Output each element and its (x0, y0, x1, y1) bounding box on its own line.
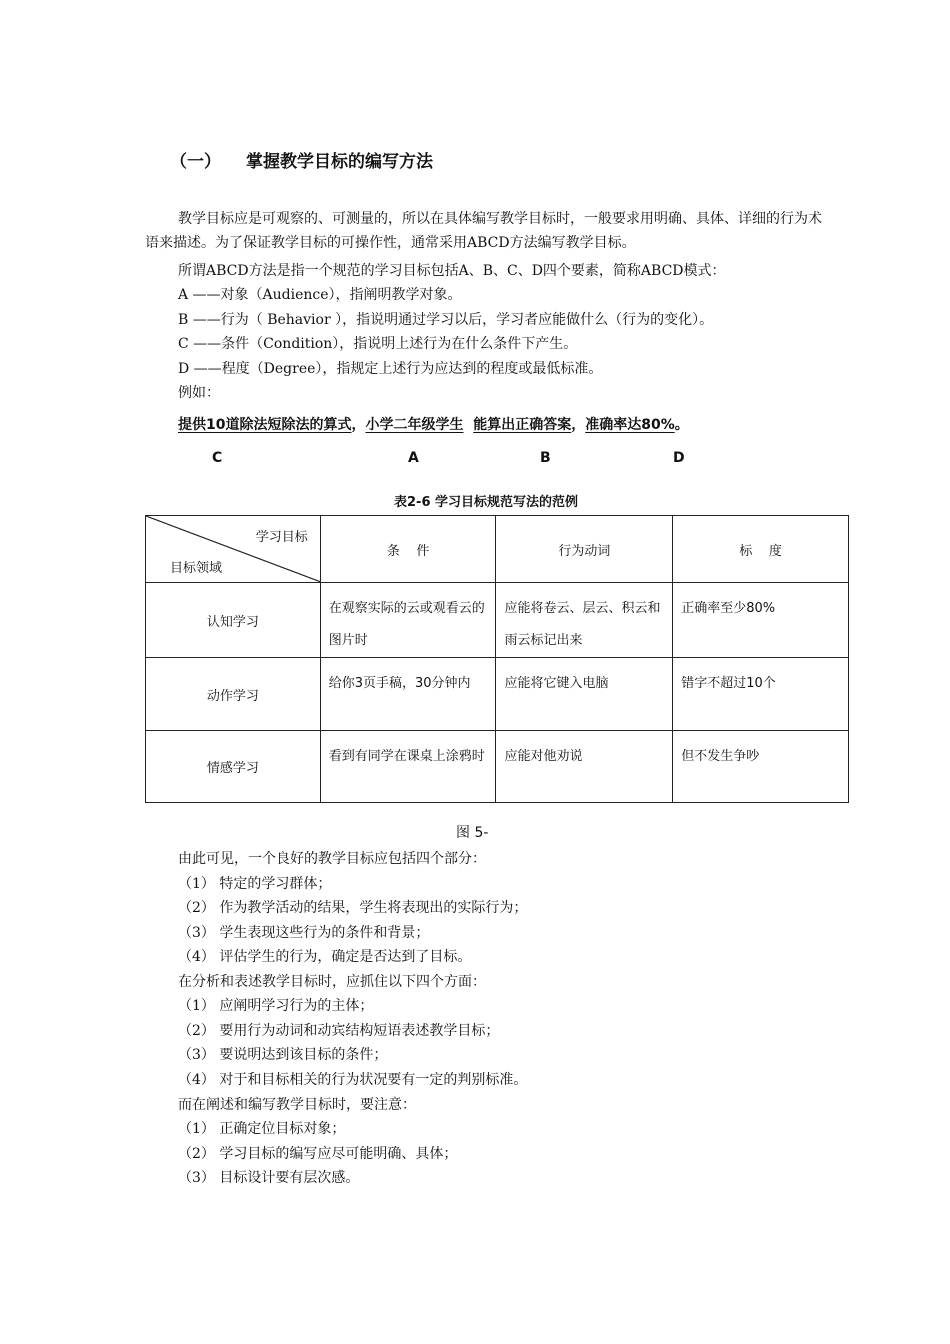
list-item: （2） 作为教学活动的结果，学生将表现出的实际行为； (178, 900, 528, 916)
example-part-d: 准确率达80% (585, 417, 675, 433)
list-item: （4） 对于和目标相关的行为状况要有一定的判别标准。 (178, 1072, 528, 1088)
row-behavior: 应能将它键入电脑 (496, 658, 673, 731)
abcd-item-c: C ——条件（Condition），指说明上述行为在什么条件下产生。 (178, 336, 578, 352)
figure-caption: 图 5- (456, 825, 489, 841)
letter-d: D (673, 450, 685, 466)
example-part-a: 小学二年级学生 (365, 417, 464, 433)
row-domain: 情感学习 (146, 731, 321, 803)
list-item: （2） 学习目标的编写应尽可能明确、具体； (178, 1146, 458, 1162)
abcd-item-b: B ——行为（ Behavior ），指说明通过学习以后，学习者应能做什么（行为的变化）。 (178, 312, 714, 328)
list-item: （3） 目标设计要有层次感。 (178, 1170, 360, 1186)
intro-paragraph: 教学目标应是可观察的、可测量的，所以在具体编写教学目标时，一般要求用明确、具体、详细的行为术语来描述。为了保证教学目标的可操作性，通常采用ABCD方法编写教学目标。 (145, 211, 822, 251)
row-degree: 正确率至少80% (673, 583, 849, 658)
abcd-intro: 所谓ABCD方法是指一个规范的学习目标包括A、B、C、D四个要素，简称ABCD模式： (178, 263, 726, 279)
header-top-label: 学习目标 (255, 530, 308, 545)
example-sep: ， (571, 417, 586, 433)
row-behavior: 应能对他劝说 (496, 731, 673, 803)
column-header-behavior: 行为动词 (496, 516, 673, 583)
example-sentence (178, 414, 689, 434)
list-item: （4） 评估学生的行为，确定是否达到了目标。 (178, 949, 472, 965)
row-condition: 看到有同学在课桌上涂鸦时 (320, 731, 496, 803)
example-part-c: 提供10道除法短除法的算式 (178, 417, 352, 433)
example-part-b: 能算出正确答案 (473, 417, 572, 433)
list-item: （1） 正确定位目标对象； (178, 1121, 346, 1137)
section-intro: 在分析和表述教学目标时，应抓住以下四个方面： (178, 974, 486, 990)
list-item: （1） 应阐明学习行为的主体； (178, 998, 374, 1014)
goal-table (145, 515, 849, 803)
example-label: 例如： (178, 385, 220, 401)
letter-c: C (212, 450, 223, 466)
section-intro: 由此可见，一个良好的教学目标应包括四个部分： (178, 851, 486, 867)
example-end: 。 (674, 417, 689, 433)
list-item: （2） 要用行为动词和动宾结构短语表述教学目标； (178, 1023, 500, 1039)
heading-title: 掌握教学目标的编写方法 (246, 152, 433, 172)
table-header-row (146, 516, 849, 583)
section-intro: 而在阐述和编写教学目标时，要注意： (178, 1097, 416, 1113)
row-condition: 给你3页手稿，30分钟内 (320, 658, 496, 731)
row-behavior: 应能将卷云、层云、积云和雨云标记出来 (496, 583, 673, 658)
column-header-degree: 标 度 (673, 516, 849, 583)
row-degree: 但不发生争吵 (673, 731, 849, 803)
table-row (146, 658, 849, 731)
column-header-condition: 条 件 (320, 516, 496, 583)
section-heading (170, 147, 433, 172)
table-row (146, 583, 849, 658)
heading-number: （一） (170, 152, 221, 172)
example-sep: ， (351, 417, 366, 433)
row-degree: 错字不超过10个 (673, 658, 849, 731)
row-condition: 在观察实际的云或观看云的图片时 (320, 583, 496, 658)
row-domain: 动作学习 (146, 658, 321, 731)
letter-b: B (540, 450, 551, 466)
table-row (146, 731, 849, 803)
abcd-item-a: A ——对象（Audience），指阐明教学对象。 (178, 287, 462, 303)
list-item: （3） 要说明达到该目标的条件； (178, 1047, 388, 1063)
row-domain: 认知学习 (146, 583, 321, 658)
abcd-item-d: D ——程度（Degree），指规定上述行为应达到的程度或最低标准。 (178, 361, 603, 377)
list-item: （3） 学生表现这些行为的条件和背景； (178, 925, 430, 941)
letter-a: A (408, 450, 419, 466)
table-caption: 表2-6 学习目标规范写法的范例 (394, 495, 579, 510)
list-item: （1） 特定的学习群体； (178, 876, 332, 892)
header-diagonal-cell (146, 516, 321, 583)
header-bottom-label: 目标领域 (170, 561, 223, 576)
